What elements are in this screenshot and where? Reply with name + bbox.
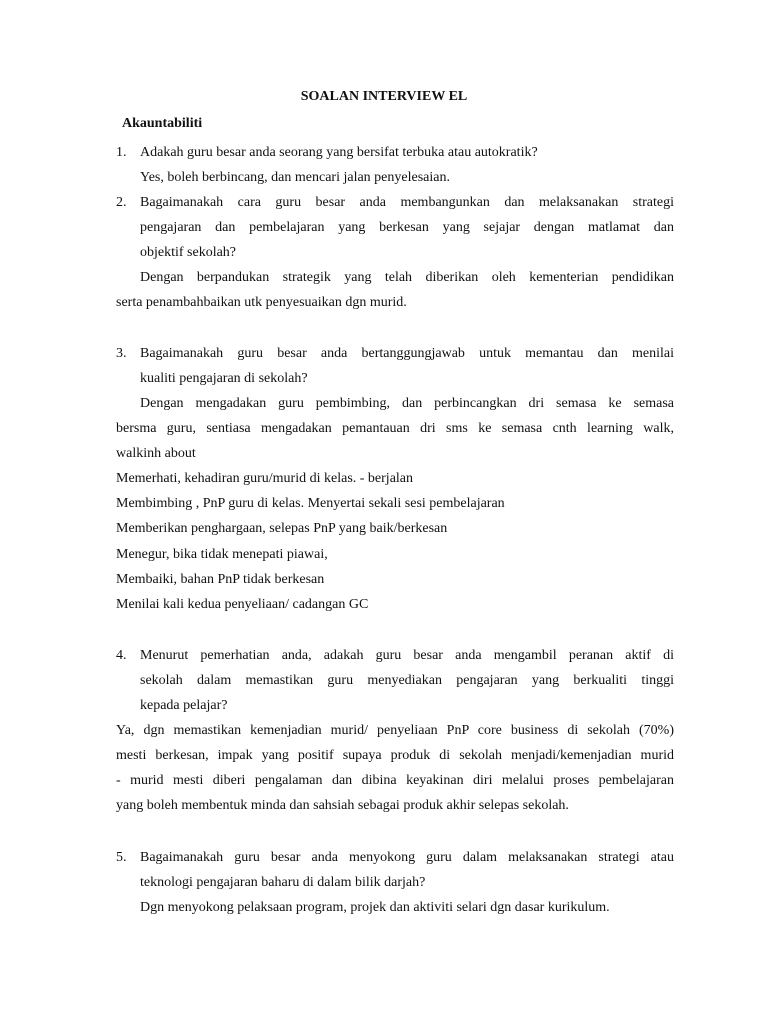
question-4-line: Menurut pemerhatian anda, adakah guru besar anda mengambil peranan aktif di bbox=[140, 648, 674, 663]
answer-2-line: serta penambahbaikan utk penyesuaikan dgn murid. bbox=[116, 295, 407, 310]
answer-4-line: Ya, dgn memastikan kemenjadian murid/ penyeliaan PnP core business di sekolah (70%) bbox=[116, 723, 674, 738]
question-4-line: kepada pelajar? bbox=[140, 698, 228, 713]
question-2-line: Bagaimanakah cara guru besar anda membangunkan dan melaksanakan strategi bbox=[140, 195, 674, 210]
list-item: Membaiki, bahan PnP tidak berkesan bbox=[116, 572, 325, 587]
list-item: Membimbing , PnP guru di kelas. Menyertai sekali sesi pembelajaran bbox=[116, 496, 505, 511]
section-heading: Akauntabiliti bbox=[122, 116, 203, 131]
list-item: Memberikan penghargaan, selepas PnP yang baik/berkesan bbox=[116, 521, 448, 536]
answer-1: Yes, boleh berbincang, dan mencari jalan penyelesaian. bbox=[140, 170, 450, 185]
answer-4-line: yang boleh membentuk minda dan sahsiah sebagai produk akhir selepas sekolah. bbox=[116, 798, 569, 813]
answer-2-line: Dengan berpandukan strategik yang telah diberikan oleh kementerian pendidikan bbox=[140, 270, 674, 285]
question-number-3: 3. bbox=[116, 346, 127, 361]
question-number-4: 4. bbox=[116, 648, 127, 663]
question-number-5: 5. bbox=[116, 850, 127, 865]
document-title: SOALAN INTERVIEW EL bbox=[300, 89, 468, 104]
question-5-line: teknologi pengajaran baharu di dalam bilik darjah? bbox=[140, 875, 426, 890]
answer-3-line: bersma guru, sentiasa mengadakan pemantauan dri sms ke semasa cnth learning walk, bbox=[116, 421, 674, 436]
question-number-1: 1. bbox=[116, 145, 127, 160]
question-5-line: Bagaimanakah guru besar anda menyokong guru dalam melaksanakan strategi atau bbox=[140, 850, 674, 865]
answer-4-line: - murid mesti diberi pengalaman dan dibina keyakinan diri melalui proses pembelajaran bbox=[116, 773, 674, 788]
answer-5: Dgn menyokong pelaksaan program, projek dan aktiviti selari dgn dasar kurikulum. bbox=[140, 900, 610, 915]
question-4-line: sekolah dalam memastikan guru menyediakan pengajaran yang berkualiti tinggi bbox=[140, 673, 674, 688]
question-3-line: Bagaimanakah guru besar anda bertanggungjawab untuk memantau dan menilai bbox=[140, 346, 674, 361]
list-item: Memerhati, kehadiran guru/murid di kelas. - berjalan bbox=[116, 471, 414, 486]
question-3-line: kualiti pengajaran di sekolah? bbox=[140, 371, 308, 386]
answer-3-line: Dengan mengadakan guru pembimbing, dan perbincangkan dri semasa ke semasa bbox=[140, 396, 674, 411]
question-2-line: objektif sekolah? bbox=[140, 245, 237, 260]
question-1: Adakah guru besar anda seorang yang bersifat terbuka atau autokratik? bbox=[140, 145, 538, 160]
list-item: Menilai kali kedua penyeliaan/ cadangan GC bbox=[116, 597, 369, 612]
answer-3-line: walkinh about bbox=[116, 446, 196, 461]
question-2-line: pengajaran dan pembelajaran yang berkesan yang sejajar dengan matlamat dan bbox=[140, 220, 674, 235]
answer-4-line: mesti berkesan, impak yang positif supaya produk di sekolah menjadi/kemenjadian murid bbox=[116, 748, 674, 763]
question-number-2: 2. bbox=[116, 195, 127, 210]
list-item: Menegur, bika tidak menepati piawai, bbox=[116, 547, 328, 562]
